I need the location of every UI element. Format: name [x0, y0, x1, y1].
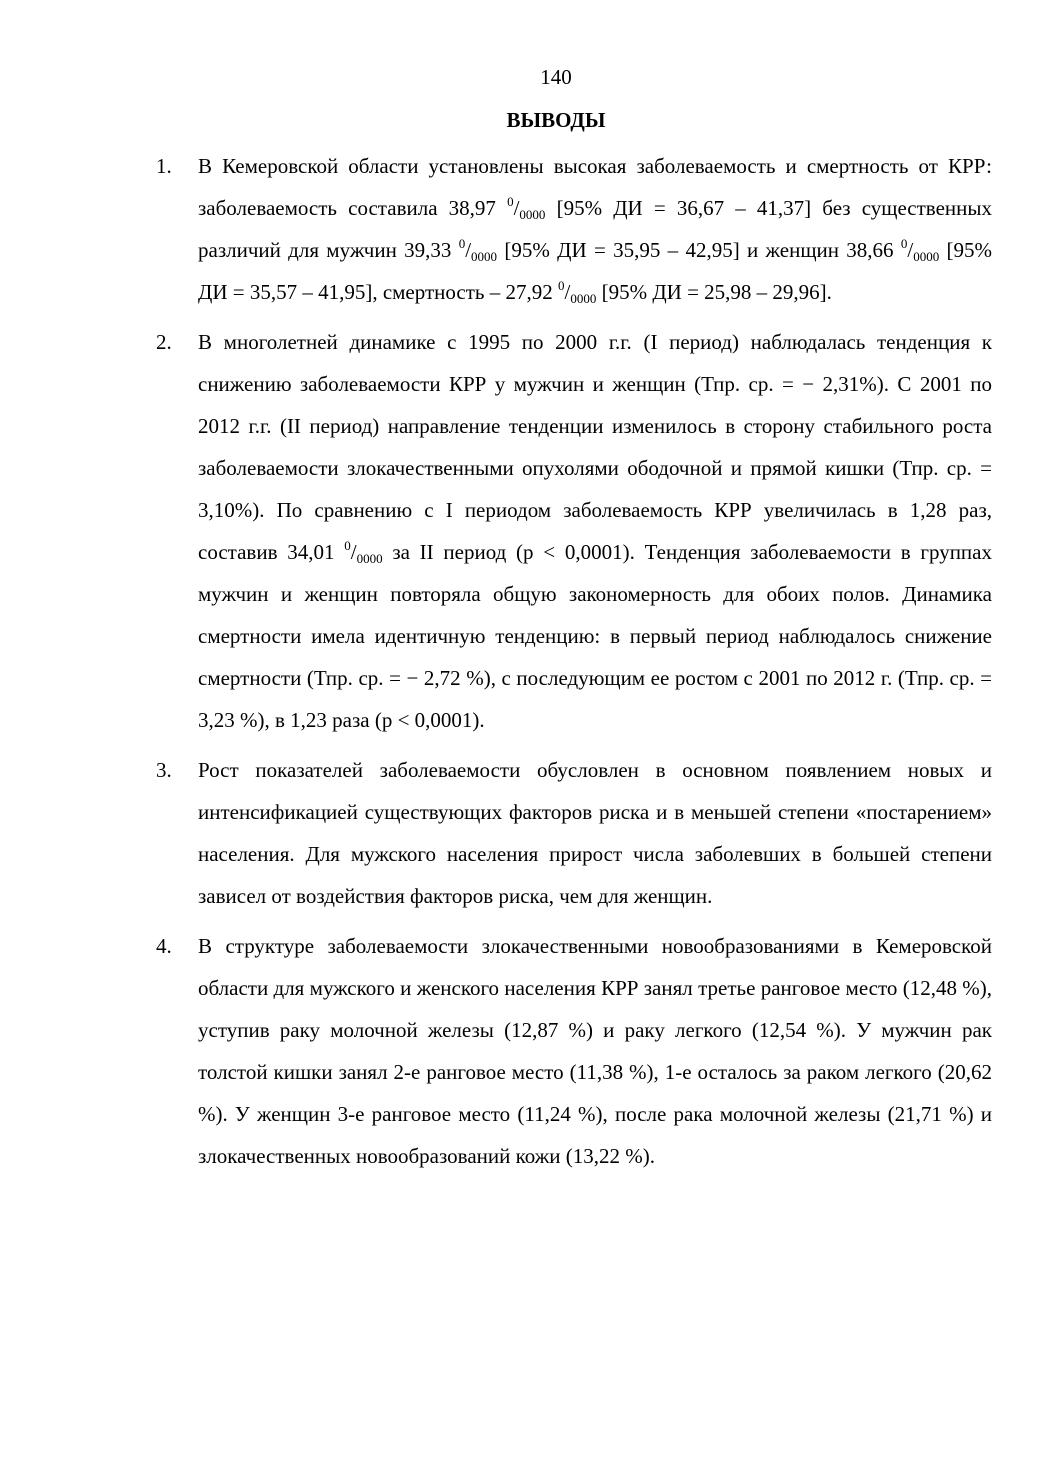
per-100000-unit: $^0/_{0000}$ — [458, 236, 498, 264]
item-number: 2. — [156, 330, 172, 354]
conclusions-list — [150, 145, 992, 1185]
per-100000-unit: $^0/_{0000}$ — [558, 278, 597, 306]
per-100000-unit: $^0/_{0000}$ — [507, 194, 546, 222]
per-100000-unit: $^0/_{0000}$ — [344, 538, 383, 566]
item-number: 1. — [156, 154, 172, 178]
item-text: В многолетней динамике с 1995 по 2000 г.г. (I период) наблюдалась тенденция к снижению заболеваемости КРР у мужчин и женщин (Тпр. ср. = − 2,31%). С 2001 по 2012 г.г. (II период) направление тенденции изменилось в сторону стабильного роста заболеваемости злокачественными опухолями ободочной и прямой кишки (Тпр. ср. = 3,10%). По сравнению с I периодом заболеваемость КРР увеличилась в 1,28 раз, составив 34,01 $^0/_{0000}$ за II период (р < 0,0001). Тенденция заболеваемости в группах мужчин и женщин повторяла общую закономерность для обоих полов. Динамика смертности имела идентичную тенденцию: в первый период наблюдалось снижение смертности (Тпр. ср. = − 2,72 %), с последующим ее ростом с 2001 по 2012 г. (Тпр. ср. = 3,23 %), в 1,23 раза (р < 0,0001). — [198, 330, 992, 732]
conclusion-item-3 — [150, 749, 992, 917]
per-100000-unit: $^0/_{0000}$ — [900, 236, 940, 264]
page-title: ВЫВОДЫ — [506, 108, 606, 132]
item-text: В структуре заболеваемости злокачественными новообразованиями в Кемеровской области для мужского и женского населения КРР занял третье ранговое место (12,48 %), уступив раку молочной железы (12,87 %) и раку легкого (12,54 %). У мужчин рак толстой кишки занял 2-е ранговое место (11,38 %), 1-е осталось за раком легкого (20,62 %). У женщин 3-е ранговое место (11,24 %), после рака молочной железы (21,71 %) и злокачественных новообразований кожи (13,22 %). — [198, 934, 992, 1168]
page-number: 140 — [540, 65, 572, 89]
conclusion-item-4 — [150, 925, 992, 1177]
item-text: В Кемеровской области установлены высокая заболеваемость и смертность от КРР: заболеваемость составила 38,97 $^0/_{0000}$ [95% ДИ = 36,67 – 41,37] без существенных различий для мужчин 39,33 $^0/_{0000}$ [95% ДИ = 35,95 – 42,95] и женщин 38,66 $^0/_{0000}$ [95% ДИ = 35,57 – 41,95], смертность – 27,92 $^0/_{0000}$ [95% ДИ = 25,98 – 29,96]. — [198, 154, 992, 306]
item-text: Рост показателей заболеваемости обусловлен в основном появлением новых и интенсификацией существующих факторов риска и в меньшей степени «постарением» населения. Для мужского населения прирост числа заболевших в большей степени зависел от воздействия факторов риска, чем для женщин. — [198, 758, 992, 908]
item-number: 3. — [156, 758, 172, 782]
conclusion-item-1 — [150, 145, 992, 313]
item-number: 4. — [156, 934, 172, 958]
conclusion-item-2 — [150, 321, 992, 741]
